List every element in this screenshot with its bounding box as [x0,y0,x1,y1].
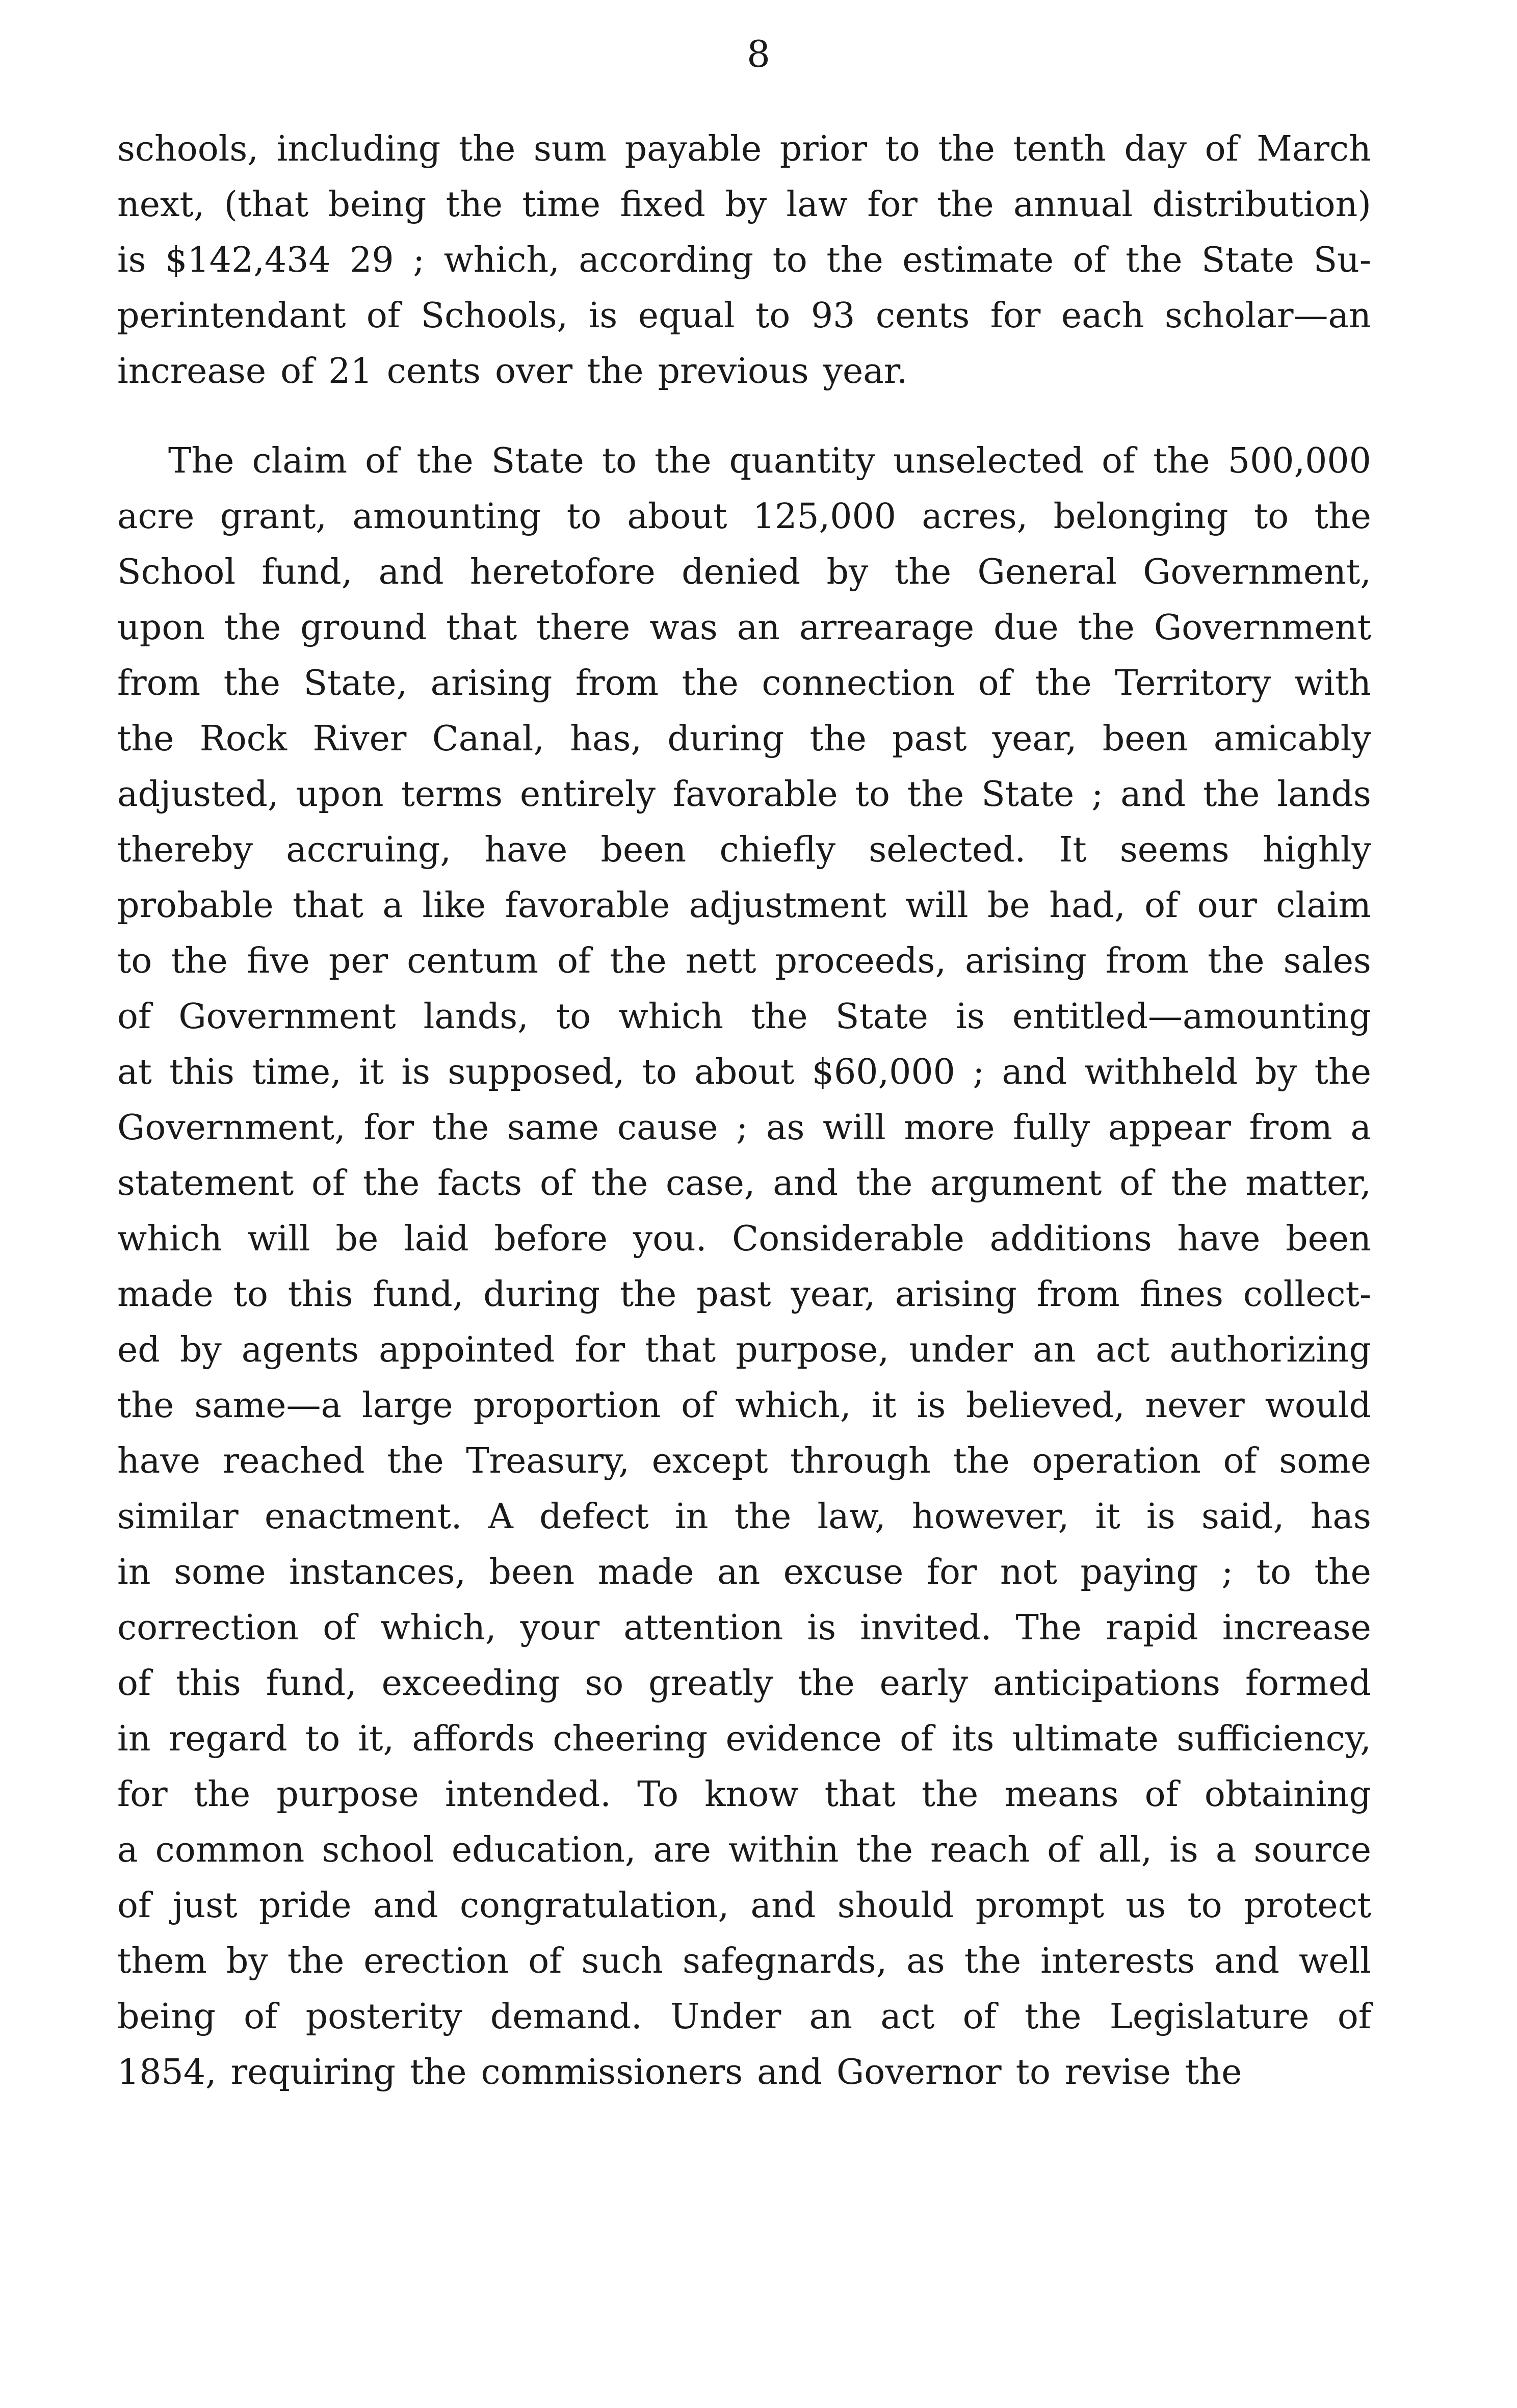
paragraph-school-fund-claim [117,433,1371,2100]
text-line: have reached the Treasury, except through the operation of some [117,1441,1371,1481]
text-line: of this fund, exceeding so greatly the early anticipations formed [117,1663,1371,1704]
text-line: School fund, and heretofore denied by the General Government, [117,552,1371,592]
text-line: ed by agents appointed for that purpose, under an act authorizing [117,1330,1371,1370]
text-line: is $142,434 29 ; which, according to the estimate of the State Su- [117,240,1371,280]
text-line: schools, including the sum payable prior to the tenth day of March [117,129,1371,169]
text-line: upon the ground that there was an arrearage due the Government [117,608,1371,648]
text-line: in some instances, been made an excuse for not paying ; to the [117,1552,1371,1592]
text-line: acre grant, amounting to about 125,000 acres, belonging to the [117,496,1371,537]
text-line: similar enactment. A defect in the law, however, it is said, has [117,1497,1371,1537]
text-line: of Government lands, to which the State is entitled—amounting [117,997,1371,1037]
text-line: to the five per centum of the nett proceeds, arising from the sales [117,941,1371,981]
text-line: correction of which, your attention is invited. The rapid increase [117,1608,1371,1648]
text-line: adjusted, upon terms entirely favorable to the State ; and the lands [117,774,1371,815]
text-line: next, (that being the time fixed by law for the annual distribution) [117,185,1371,225]
text-line: Government, for the same cause ; as will more fully appear from a [117,1108,1371,1148]
text-line: probable that a like favorable adjustment will be had, of our claim [117,885,1371,926]
text-line: from the State, arising from the connection of the Territory with [117,663,1371,703]
text-line: perintendant of Schools, is equal to 93 cents for each scholar—an [117,296,1371,336]
text-line: the Rock River Canal, has, during the past year, been amicably [117,719,1371,759]
text-line: at this time, it is supposed, to about $60,000 ; and withheld by the [117,1052,1371,1092]
text-line: a common school education, are within the reach of all, is a source [117,1830,1371,1870]
text-line: statement of the facts of the case, and the argument of the matter, [117,1163,1371,1203]
text-line: being of posterity demand. Under an act of the Legislature of [117,1997,1371,2037]
paragraph-school-distribution [117,121,1371,399]
text-line: made to this fund, during the past year, arising from fines collect- [117,1274,1371,1315]
text-line: 1854, requiring the commissioners and Governor to revise the [117,2052,1242,2092]
text-line: thereby accruing, have been chiefly selected. It seems highly [117,830,1371,870]
text-line: which will be laid before you. Considerable additions have been [117,1219,1371,1259]
text-line: for the purpose intended. To know that the means of obtaining [117,1774,1371,1815]
text-line: the same—a large proportion of which, it is believed, never would [117,1385,1371,1426]
text-line: The claim of the State to the quantity unselected of the 500,000 [168,441,1371,481]
text-line: in regard to it, affords cheering evidence of its ultimate sufficiency, [117,1719,1371,1759]
text-line: them by the erection of such safegnards, as the interests and well [117,1941,1371,1981]
page-number: 8 [747,33,770,75]
text-line: increase of 21 cents over the previous year. [117,351,908,391]
text-line: of just pride and congratulation, and should prompt us to protect [117,1886,1371,1926]
